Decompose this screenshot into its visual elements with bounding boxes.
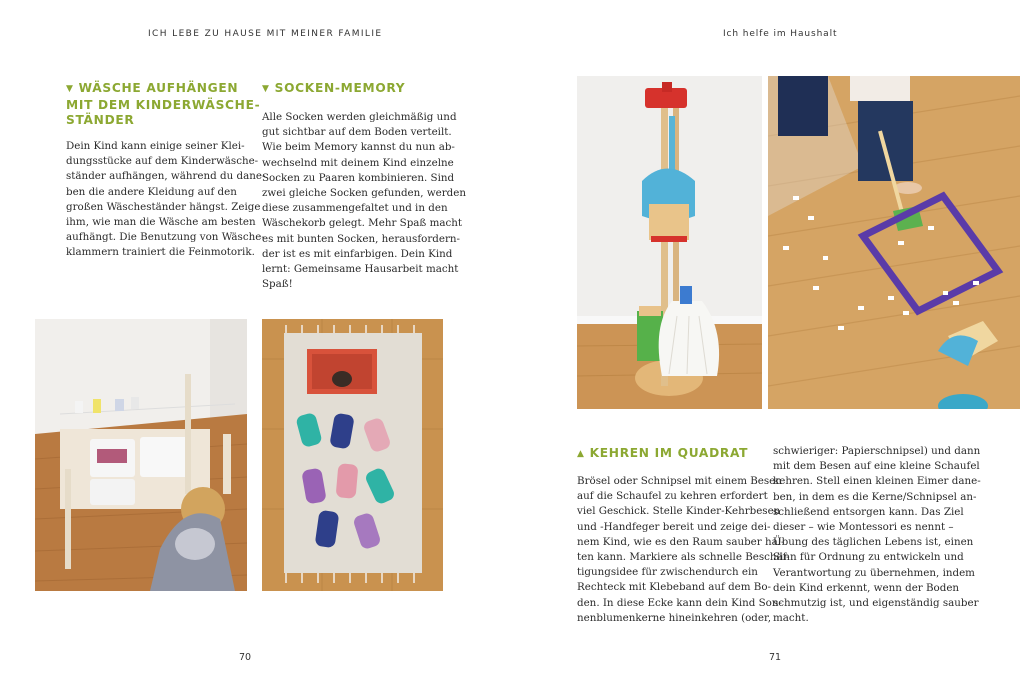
text-line: es mit bunten Socken, herausfordern-: [262, 232, 460, 245]
photo-drying-rack: [35, 319, 247, 591]
text-line: macht.: [773, 612, 809, 625]
text-line: viel Geschick. Stelle Kinder-Kehrbesen: [577, 505, 781, 518]
text-line: diese zusammengefaltet und in den: [262, 202, 448, 215]
text-line: ständer aufhängen, während du dane-: [66, 170, 266, 183]
text-line: ihm, wie man die Wäsche am besten: [66, 216, 256, 229]
text-line: und -Handfeger bereit und zeige dei-: [577, 520, 771, 533]
running-head-right: Ich helfe im Haushalt: [723, 29, 838, 39]
text-line: schließend entsorgen kann. Das Ziel: [773, 505, 964, 518]
text-line: Socken zu Paaren kombinieren. Sind: [262, 171, 455, 184]
text-line: Spaß!: [262, 278, 293, 291]
running-head-left: ICH LEBE ZU HAUSE MIT MEINER FAMILIE: [148, 29, 383, 39]
text-line: gut sichtbar auf dem Boden verteilt.: [262, 126, 452, 139]
heading-line: KEHREN IM QUADRAT: [589, 446, 749, 460]
heading-kehren-im-quadrat: [577, 446, 748, 463]
text-line: kehren. Stell einen kleinen Eimer dane-: [773, 475, 981, 488]
page-number-left: 70: [239, 652, 252, 663]
text-line: ten kann. Markiere als schnelle Beschäf-: [577, 551, 790, 564]
text-line: Übung des täglichen Lebens ist, einen: [773, 536, 974, 549]
text-line: Brösel oder Schnipsel mit einem Besen: [577, 475, 782, 487]
text-line: schmutzig ist, und eigenständig sauber: [773, 597, 979, 610]
text-line: zwei gleiche Socken gefunden, werden: [262, 187, 466, 200]
heading-socken-memory: [262, 81, 405, 98]
text-line: aufhängt. Die Benutzung von Wäsche-: [66, 231, 265, 244]
text-line: Alle Socken werden gleichmäßig und: [262, 111, 457, 123]
triangle-up-icon: ▲: [577, 449, 585, 459]
body-kehren-col2: [773, 444, 981, 626]
triangle-down-icon: ▼: [262, 84, 270, 94]
text-line: ben, in dem es die Kerne/Schnipsel an-: [773, 490, 977, 503]
text-line: nem Kind, wie es den Raum sauber hal-: [577, 535, 785, 548]
photo-socks-memory: [262, 319, 443, 591]
photo-broom-stand: [577, 76, 762, 409]
text-line: Dein Kind kann einige seiner Klei-: [66, 140, 245, 152]
heading-line: SOCKEN-MEMORY: [274, 81, 406, 95]
text-line: lernt: Gemeinsame Hausarbeit macht: [262, 263, 459, 276]
text-line: tigungsidee für zwischendurch ein: [577, 566, 758, 579]
text-line: dungsstücke auf dem Kinderwäsche-: [66, 155, 259, 168]
text-line: Wäschekorb gelegt. Mehr Spaß macht: [262, 217, 463, 230]
text-line: Rechteck mit Klebeband auf dem Bo-: [577, 581, 772, 594]
text-line: Wie beim Memory kannst du nun ab-: [262, 141, 455, 154]
heading-line: WÄSCHE AUFHÄNGEN: [78, 81, 239, 95]
heading-line: STÄNDER: [66, 113, 135, 127]
body-socken-memory: [262, 110, 466, 292]
heading-waesche-aufhaengen: [66, 81, 260, 128]
text-line: mit dem Besen auf eine kleine Schaufel: [773, 460, 980, 473]
body-waesche-aufhaengen: [66, 139, 265, 261]
text-line: schwieriger: Papierschnipsel) und dann: [773, 445, 981, 457]
text-line: Verantwortung zu übernehmen, indem: [773, 566, 975, 579]
text-line: klammern trainiert die Feinmotorik.: [66, 246, 255, 259]
text-line: auf die Schaufel zu kehren erfordert: [577, 490, 768, 503]
heading-line: MIT DEM KINDERWÄSCHE-: [66, 98, 261, 112]
photo-sweeping-square: [768, 76, 1020, 409]
body-kehren-col1: [577, 474, 790, 626]
page-number-right: 71: [769, 652, 782, 663]
text-line: Sinn für Ordnung zu entwickeln und: [773, 551, 964, 564]
triangle-down-icon: ▼: [66, 84, 74, 94]
text-line: wechselnd mit deinem Kind einzelne: [262, 156, 454, 169]
text-line: dieser – wie Montessori es nennt –: [773, 521, 954, 534]
text-line: ben die andere Kleidung auf den: [66, 185, 237, 198]
text-line: dein Kind erkennt, wenn der Boden: [773, 581, 960, 594]
text-line: großen Wäscheständer hängst. Zeige: [66, 200, 261, 213]
text-line: den. In diese Ecke kann dein Kind Son-: [577, 596, 782, 609]
text-line: der ist es mit einfarbigen. Dein Kind: [262, 247, 453, 260]
text-line: nenblumenkerne hineinkehren (oder,: [577, 611, 772, 624]
